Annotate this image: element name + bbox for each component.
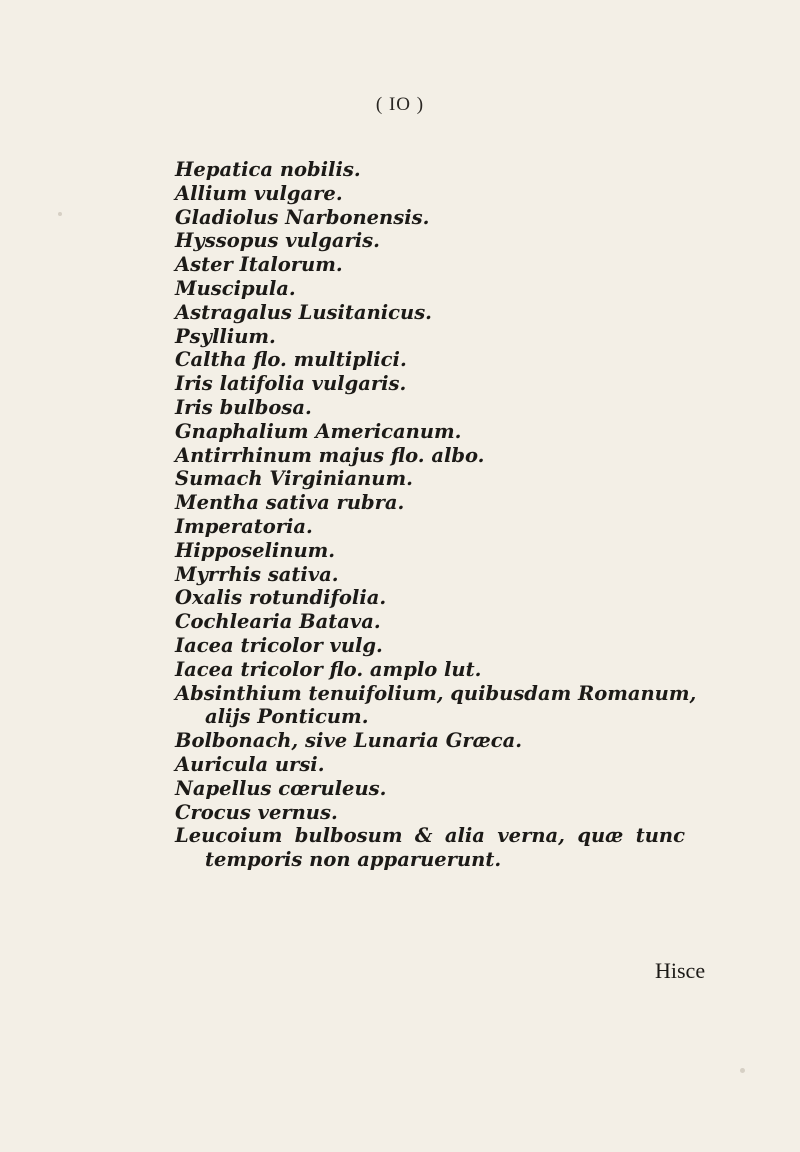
list-item: Antirrhinum majus flo. albo.: [175, 443, 485, 467]
page-number: ( IO ): [375, 94, 425, 115]
catchword: Hisce: [655, 958, 706, 983]
list-item: Hepatica nobilis.: [175, 158, 361, 181]
list-item: Crocus vernus.: [175, 800, 338, 824]
list-item: Aster Italorum.: [175, 253, 343, 277]
paper-speck: [58, 212, 62, 216]
list-item: Allium vulgare.: [175, 181, 343, 205]
list-item: Myrrhis sativa.: [175, 562, 339, 586]
list-item: Mentha sativa rubra.: [175, 491, 405, 515]
list-item: Gladiolus Narbonensis.: [175, 205, 430, 229]
list-item: Iris bulbosa.: [175, 395, 312, 419]
list-item: Imperatoria.: [175, 514, 313, 538]
plant-list: [175, 158, 735, 872]
word: &: [414, 824, 433, 848]
list-item: Psyllium.: [175, 324, 276, 348]
list-item-leucoium: [175, 824, 685, 848]
list-item: Bolbonach, sive Lunaria Græca.: [175, 729, 523, 753]
word: alia: [444, 824, 485, 848]
word: Leucoium: [175, 824, 283, 848]
word: quæ: [577, 824, 624, 848]
list-item: Auricula ursi.: [175, 752, 325, 776]
paper-speck: [740, 1068, 745, 1073]
list-item: Hipposelinum.: [175, 538, 336, 562]
list-item: Napellus cœruleus.: [175, 776, 387, 800]
word: bulbosum: [294, 824, 403, 848]
list-item: Astragalus Lusitanicus.: [175, 300, 432, 324]
list-item: Iris latifolia vulgaris.: [175, 372, 407, 396]
list-item: Iacea tricolor flo. amplo lut.: [175, 657, 482, 681]
list-item-continuation: alijs Ponticum.: [205, 705, 369, 729]
list-item: Caltha flo. multiplici.: [175, 348, 407, 372]
list-item: Oxalis rotundifolia.: [175, 586, 387, 610]
word: verna,: [497, 824, 565, 848]
list-item: Muscipula.: [175, 276, 296, 300]
list-item: Sumach Virginianum.: [175, 467, 413, 491]
list-item: Iacea tricolor vulg.: [175, 633, 383, 657]
list-item-continuation: temporis non apparuerunt.: [205, 848, 502, 872]
word: tunc: [635, 824, 685, 848]
list-item: Absinthium tenuifolium, quibusdam Romanum,: [175, 681, 697, 705]
list-item: Cochlearia Batava.: [175, 610, 381, 634]
list-item: Gnaphalium Americanum.: [175, 419, 462, 443]
list-item: Hyssopus vulgaris.: [175, 229, 380, 253]
